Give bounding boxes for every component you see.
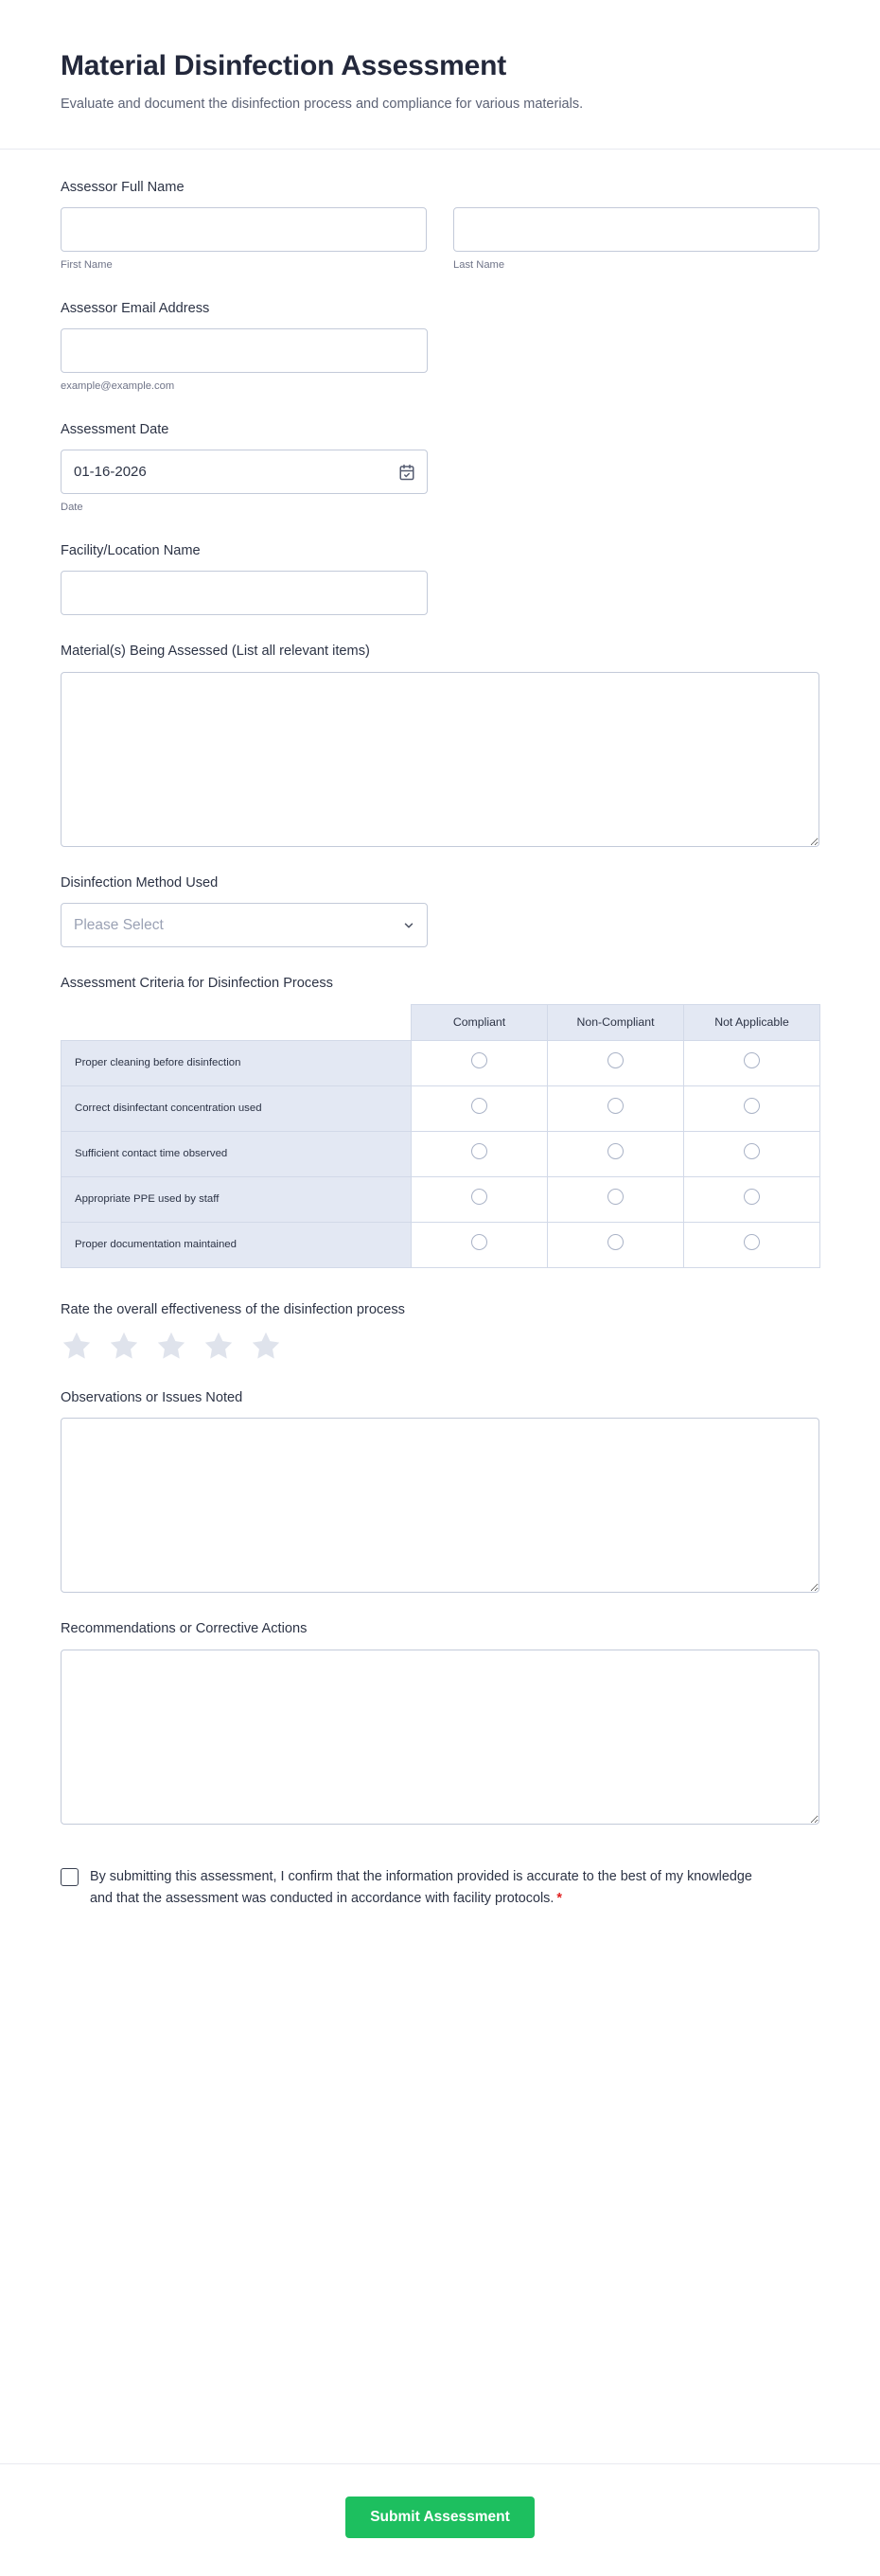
- consent-checkbox[interactable]: [61, 1868, 79, 1886]
- first-name-group: [61, 207, 427, 273]
- matrix-cell[interactable]: [412, 1040, 548, 1085]
- star-icon[interactable]: [202, 1330, 235, 1362]
- disinfection-method-label: Disinfection Method Used: [61, 874, 219, 891]
- disinfection-method-selected-value: Please Select: [74, 916, 164, 933]
- first-name-sublabel: First Name: [61, 259, 113, 272]
- matrix-cell[interactable]: [412, 1222, 548, 1267]
- radio-non-compliant[interactable]: [607, 1189, 624, 1205]
- form-footer: [0, 2463, 880, 2576]
- submit-button[interactable]: Submit Assessment: [345, 2497, 535, 2538]
- field-facility: [61, 541, 819, 615]
- matrix-row: [62, 1222, 820, 1267]
- consent-label: [90, 1866, 752, 1911]
- facility-input[interactable]: [61, 571, 428, 615]
- last-name-sublabel: Last Name: [453, 259, 505, 272]
- required-asterisk: *: [556, 1891, 562, 1907]
- radio-not-applicable[interactable]: [744, 1143, 760, 1159]
- field-observations: [61, 1388, 819, 1593]
- matrix-cell[interactable]: [684, 1085, 820, 1131]
- assessment-date-label: Assessment Date: [61, 421, 169, 437]
- page-subtitle: Evaluate and document the disinfection process and compliance for various materials.: [61, 97, 584, 113]
- observations-label: Observations or Issues Noted: [61, 1389, 243, 1405]
- matrix-row-label: Sufficient contact time observed: [62, 1131, 412, 1176]
- disinfection-method-select[interactable]: [61, 903, 428, 947]
- matrix-cell[interactable]: [548, 1176, 684, 1222]
- matrix-row: [62, 1085, 820, 1131]
- matrix-corner-spacer: [62, 1004, 412, 1040]
- assessment-date-sublabel: Date: [61, 502, 83, 514]
- matrix-row: [62, 1131, 820, 1176]
- field-disinfection-method: [61, 873, 819, 947]
- observations-textarea[interactable]: [61, 1418, 819, 1593]
- radio-non-compliant[interactable]: [607, 1234, 624, 1250]
- radio-non-compliant[interactable]: [607, 1098, 624, 1114]
- radio-not-applicable[interactable]: [744, 1052, 760, 1068]
- email-input[interactable]: [61, 328, 428, 373]
- matrix-cell[interactable]: [548, 1222, 684, 1267]
- star-icon[interactable]: [108, 1330, 140, 1362]
- facility-label: Facility/Location Name: [61, 542, 201, 558]
- star-rating[interactable]: [61, 1330, 819, 1362]
- field-assessor-name: [61, 178, 819, 273]
- field-assessment-criteria: [61, 974, 819, 1267]
- radio-non-compliant[interactable]: [607, 1052, 624, 1068]
- effectiveness-rating-label: Rate the overall effectiveness of the disinfection process: [61, 1301, 405, 1317]
- assessment-date-input[interactable]: [61, 450, 428, 494]
- matrix-column-header: Non-Compliant: [548, 1004, 684, 1040]
- matrix-cell[interactable]: [684, 1222, 820, 1267]
- matrix-cell[interactable]: [412, 1085, 548, 1131]
- last-name-group: [453, 207, 819, 273]
- field-assessment-date: [61, 420, 819, 515]
- radio-not-applicable[interactable]: [744, 1189, 760, 1205]
- assessor-name-label: Assessor Full Name: [61, 179, 185, 195]
- matrix-cell[interactable]: [684, 1040, 820, 1085]
- matrix-column-header: Not Applicable: [684, 1004, 820, 1040]
- materials-textarea[interactable]: [61, 672, 819, 847]
- matrix-cell[interactable]: [548, 1040, 684, 1085]
- last-name-input[interactable]: [453, 207, 819, 252]
- matrix-cell[interactable]: [548, 1131, 684, 1176]
- assessment-criteria-label: Assessment Criteria for Disinfection Process: [61, 976, 333, 992]
- matrix-row-label: Correct disinfectant concentration used: [62, 1085, 412, 1131]
- field-materials: [61, 642, 819, 846]
- radio-compliant[interactable]: [471, 1143, 487, 1159]
- matrix-row-label: Proper documentation maintained: [62, 1222, 412, 1267]
- matrix-row: [62, 1040, 820, 1085]
- form-body: [0, 150, 880, 2463]
- field-recommendations: [61, 1619, 819, 1824]
- criteria-matrix: [61, 1004, 820, 1268]
- recommendations-textarea[interactable]: [61, 1650, 819, 1825]
- field-effectiveness-rating: [61, 1300, 819, 1362]
- form-header: [0, 0, 880, 150]
- radio-not-applicable[interactable]: [744, 1098, 760, 1114]
- matrix-column-header: Compliant: [412, 1004, 548, 1040]
- matrix-cell[interactable]: [412, 1131, 548, 1176]
- radio-compliant[interactable]: [471, 1234, 487, 1250]
- page-title: Material Disinfection Assessment: [61, 50, 506, 81]
- radio-compliant[interactable]: [471, 1189, 487, 1205]
- assessor-email-label: Assessor Email Address: [61, 300, 210, 316]
- star-icon[interactable]: [61, 1330, 93, 1362]
- matrix-row-label: Proper cleaning before disinfection: [62, 1040, 412, 1085]
- first-name-input[interactable]: [61, 207, 427, 252]
- matrix-cell[interactable]: [684, 1131, 820, 1176]
- matrix-row: [62, 1176, 820, 1222]
- consent-text: By submitting this assessment, I confirm that the information provided is accurate to the best of my knowledge and that the assessment was conducted in accordance with facility protocols.: [90, 1868, 752, 1907]
- radio-compliant[interactable]: [471, 1098, 487, 1114]
- star-icon[interactable]: [155, 1330, 187, 1362]
- star-icon[interactable]: [250, 1330, 282, 1362]
- matrix-cell[interactable]: [684, 1176, 820, 1222]
- matrix-row-label: Appropriate PPE used by staff: [62, 1176, 412, 1222]
- radio-non-compliant[interactable]: [607, 1143, 624, 1159]
- matrix-cell[interactable]: [548, 1085, 684, 1131]
- consent-row: [61, 1866, 819, 1911]
- matrix-header-row: [62, 1004, 820, 1040]
- recommendations-label: Recommendations or Corrective Actions: [61, 1621, 308, 1637]
- materials-label: Material(s) Being Assessed (List all relevant items): [61, 644, 370, 660]
- field-assessor-email: [61, 299, 819, 394]
- matrix-cell[interactable]: [412, 1176, 548, 1222]
- email-sublabel: example@example.com: [61, 380, 175, 393]
- radio-not-applicable[interactable]: [744, 1234, 760, 1250]
- radio-compliant[interactable]: [471, 1052, 487, 1068]
